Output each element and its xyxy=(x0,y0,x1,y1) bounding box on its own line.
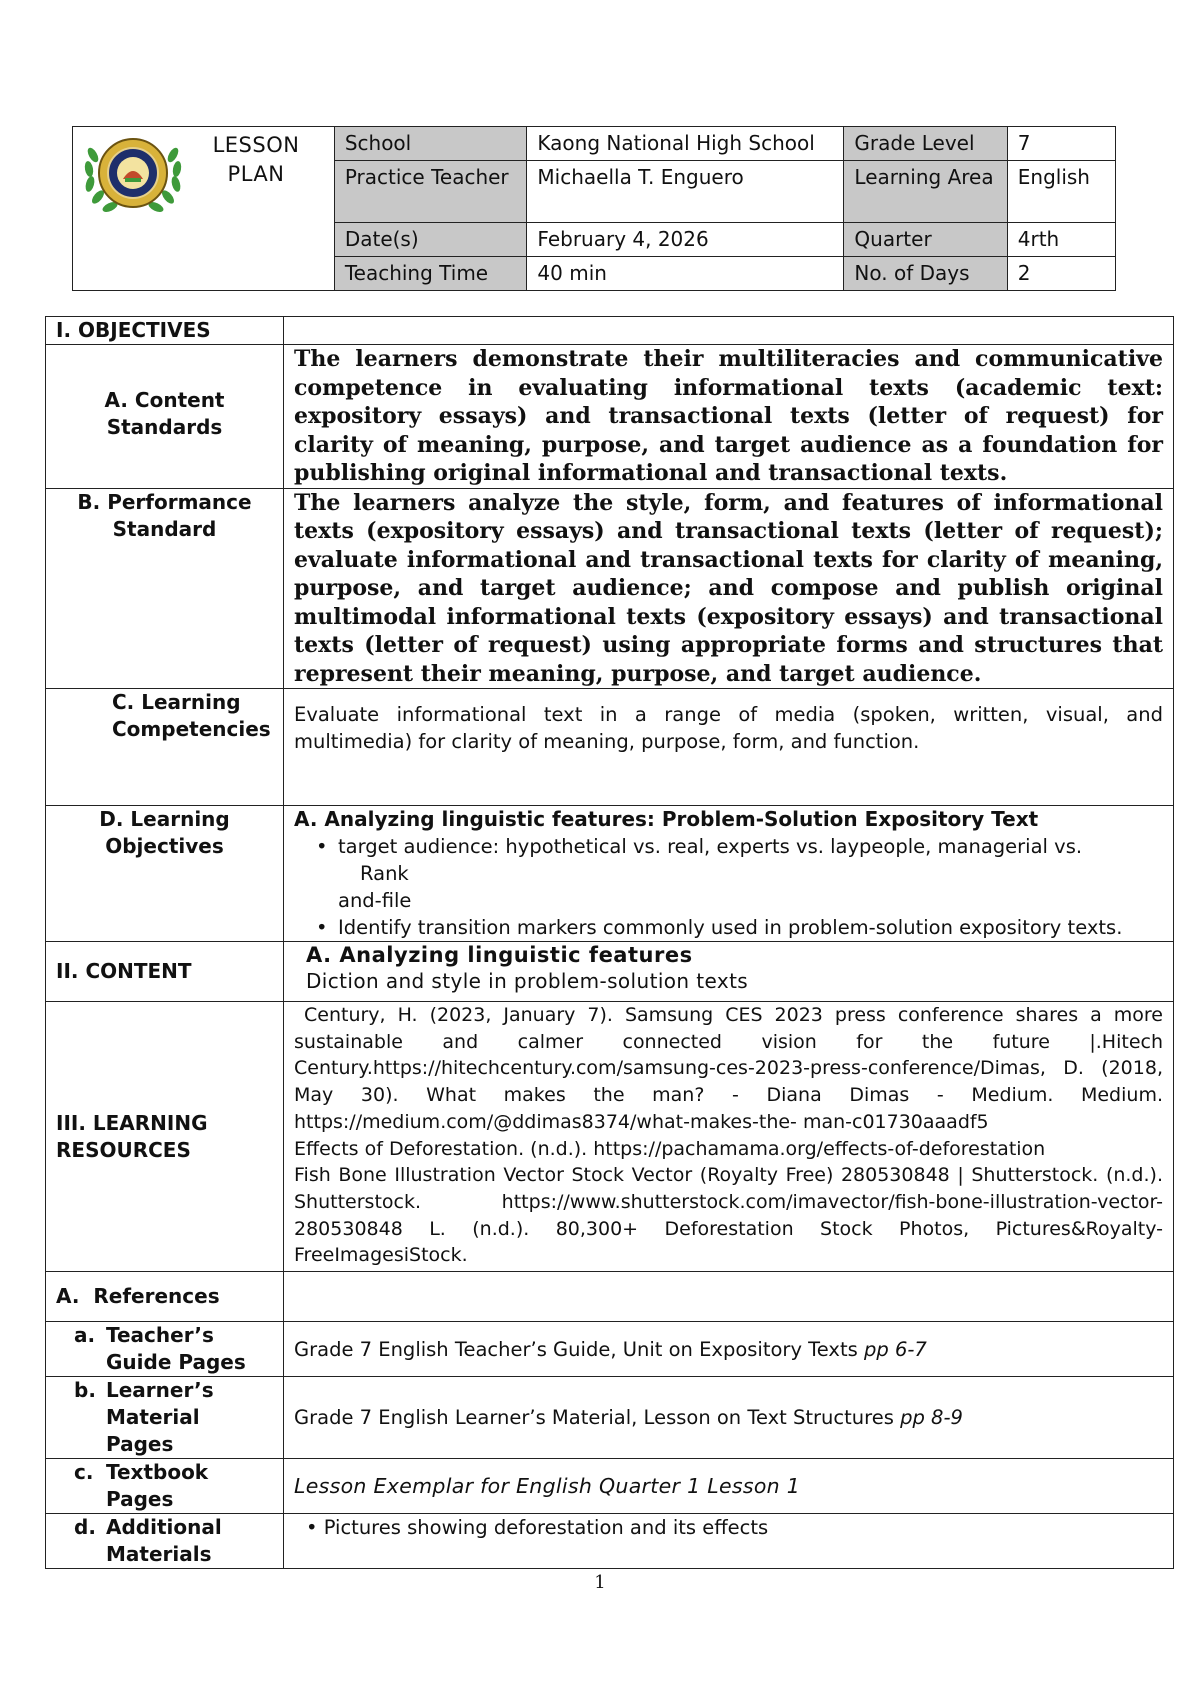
learning-area-label: Learning Area xyxy=(844,161,1007,223)
teaching-time-value: 40 min xyxy=(527,257,844,291)
textbook-pages-text: Lesson Exemplar for English Quarter 1 Lesson 1 xyxy=(284,1459,1174,1514)
performance-standard-text: The learners analyze the style, form, and features of informational texts (expository essays) and transactional texts (letter of request); evaluate informational and transactional texts for clarity of meaning, purpose, and target audience; and compose and publish original multimodal informational texts (expository essays) and transactional texts (letter of request) using appropriate forms and structures that represent their meaning, purpose, and target audience. xyxy=(284,488,1174,689)
learning-area-value: English xyxy=(1007,161,1115,223)
learners-material-label: b. Learner’s Material Pages xyxy=(46,1377,284,1459)
quarter-value: 4rth xyxy=(1007,223,1115,257)
performance-standard-label: B. Performance Standard xyxy=(46,488,284,689)
learning-objectives-list xyxy=(294,833,1163,941)
dates-label: Date(s) xyxy=(334,223,527,257)
teachers-guide-label: a. Teacher’s Guide Pages xyxy=(46,1322,284,1377)
lesson-plan-title xyxy=(191,131,321,189)
learning-objectives-label: D. Learning Objectives xyxy=(46,806,284,942)
learners-material-text: Grade 7 English Learner’s Material, Lesson on Text Structures pp 8-9 xyxy=(284,1377,1174,1459)
references-blank xyxy=(284,1272,1174,1322)
list-item: • target audience: hypothetical vs. real, experts vs. laypeople, managerial vs. Rank and-file xyxy=(316,835,1083,912)
title-line-2: PLAN xyxy=(227,162,285,186)
resource-citation-1: Century, H. (2023, January 7). Samsung CES 2023 press conference shares a more sustainable and calmer connected vision for the future |.Hitech Century.https://hitechcentury.com/samsung-ces-2023-press-conference/Dimas, D. (2018, May 30). What makes the man? - Diana Dimas - Medium. Medium. https://medium.com/@ddimas8374/what-makes-the- man-c01730aaadf5 xyxy=(294,1004,1163,1133)
learning-objectives-cell xyxy=(284,806,1174,942)
practice-teacher-value: Michaella T. Enguero xyxy=(527,161,844,223)
objectives-heading: I. OBJECTIVES xyxy=(46,317,284,345)
learning-objectives-heading: A. Analyzing linguistic features: Problem-Solution Expository Text xyxy=(294,807,1039,831)
bullet-icon: • xyxy=(316,835,328,858)
content-section-cell xyxy=(284,942,1174,1002)
dates-value: February 4, 2026 xyxy=(527,223,844,257)
additional-materials-label: d. Additional Materials xyxy=(46,1514,284,1569)
school-seal-logo xyxy=(81,133,185,217)
lesson-plan-table xyxy=(45,316,1174,1569)
title-line-1: LESSON xyxy=(212,133,300,157)
content-heading: A. Analyzing linguistic features xyxy=(306,943,693,967)
teaching-time-label: Teaching Time xyxy=(334,257,527,291)
school-value: Kaong National High School xyxy=(527,127,844,161)
learning-resources-text xyxy=(284,1002,1174,1272)
list-item: • Identify transition markers commonly used in problem-solution expository texts. xyxy=(316,916,1123,939)
teachers-guide-text: Grade 7 English Teacher’s Guide, Unit on Expository Texts pp 6-7 xyxy=(284,1322,1174,1377)
learning-resources-label: III. LEARNING RESOURCES xyxy=(46,1002,284,1272)
no-of-days-label: No. of Days xyxy=(844,257,1007,291)
additional-materials-text: • Pictures showing deforestation and its effects xyxy=(284,1514,1174,1569)
learning-competencies-text: Evaluate informational text in a range of media (spoken, written, visual, and multimedia) for clarity of meaning, purpose, form, and function. xyxy=(284,689,1174,806)
page-number: 1 xyxy=(594,1572,606,1593)
resource-citation-2: Effects of Deforestation. (n.d.). https://pachamama.org/effects-of-deforestation xyxy=(294,1137,1046,1160)
content-standards-label: A. Content Standards xyxy=(46,345,284,489)
lesson-plan-header xyxy=(72,126,1116,291)
grade-level-value: 7 xyxy=(1007,127,1115,161)
learning-competencies-label: C. Learning Competencies xyxy=(46,689,284,806)
content-section-label: II. CONTENT xyxy=(46,942,284,1002)
grade-level-label: Grade Level xyxy=(844,127,1007,161)
content-subtext: Diction and style in problem-solution texts xyxy=(306,969,749,993)
content-standards-text: The learners demonstrate their multiliteracies and communicative competence in evaluating informational texts (academic text: expository essays) and transactional texts (letter of request) for clarity of meaning, purpose, and target audience as a foundation for publishing original informational and transactional texts. xyxy=(284,345,1174,489)
practice-teacher-label: Practice Teacher xyxy=(334,161,527,223)
references-label: A. References xyxy=(46,1272,284,1322)
textbook-pages-label: c. Textbook Pages xyxy=(46,1459,284,1514)
bullet-icon: • xyxy=(316,916,328,939)
no-of-days-value: 2 xyxy=(1007,257,1115,291)
objectives-heading-blank xyxy=(284,317,1174,345)
school-label: School xyxy=(334,127,527,161)
quarter-label: Quarter xyxy=(844,223,1007,257)
resource-citation-3: Fish Bone Illustration Vector Stock Vector (Royalty Free) 280530848 | Shutterstock. (n.d.). Shutterstock. https://www.shutterstock.com/imavector/fish-bone-illustration-vector-280530848 L. (n.d.). 80,300+ Deforestation Stock Photos, Pictures&Royalty-FreeImagesiStock. xyxy=(294,1164,1163,1267)
logo-cell xyxy=(73,127,335,291)
